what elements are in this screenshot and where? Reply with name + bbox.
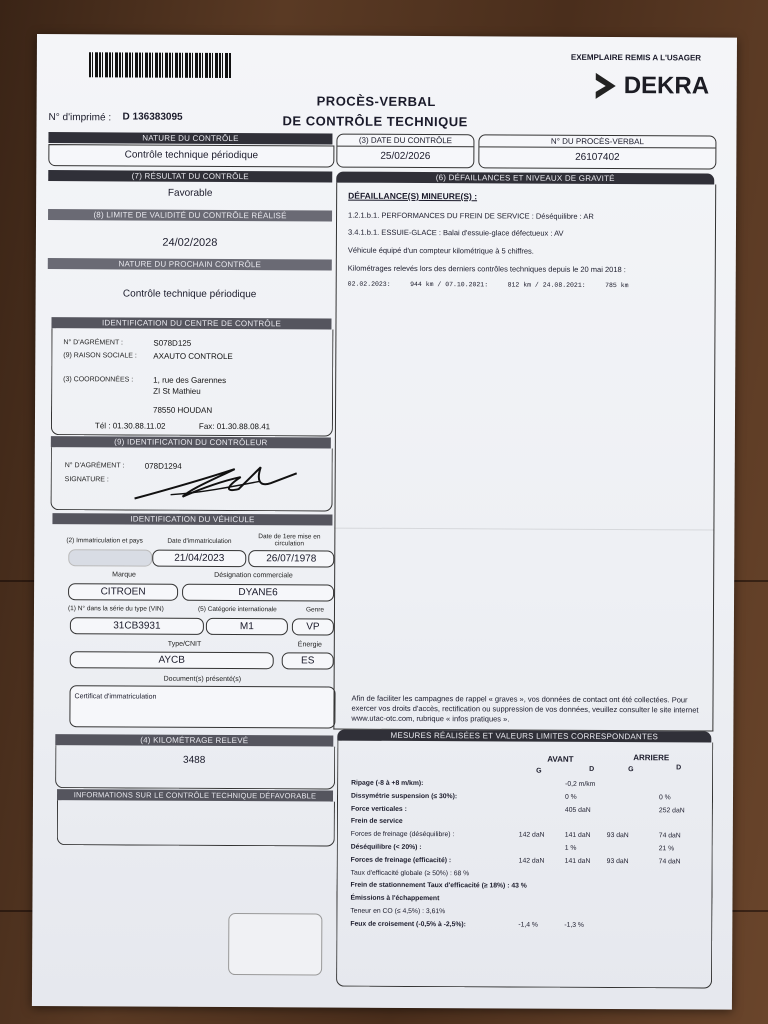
km-value: 3488 [183, 754, 206, 766]
defaillance-line1: 1.2.1.b.1. PERFORMANCES DU FREIN DE SERVICE : Déséquilibre : AR [348, 210, 594, 221]
defaillance-line3: Véhicule équipé d'un compteur kilométrique à 5 chiffres. [347, 245, 534, 256]
infos-box [57, 800, 335, 846]
docs-label: Document(s) présenté(s) [163, 675, 242, 684]
avant-d: D [589, 765, 595, 773]
km-box [55, 745, 335, 789]
centre-agrement-value: S078D125 [153, 338, 192, 348]
centre-addr1: 1, rue des Garennes [153, 375, 227, 385]
mesure-value: 93 daN [606, 832, 629, 840]
mesure-label: Forces de freinage (efficacité) : [350, 856, 452, 864]
imprime-label: N° d'imprimé : [48, 112, 112, 124]
nature-value: Contrôle technique périodique [48, 144, 334, 167]
centre-addr2: ZI St Mathieu [153, 386, 201, 396]
mesures-header: MESURES RÉALISÉES ET VALEURS LIMITES CORRESPONDANTES [337, 730, 711, 743]
mesure-label: Déséquilibre (< 20%) : [350, 843, 422, 852]
mesure-label: Dissymétrie suspension (≤ 30%): [350, 792, 458, 801]
stamp-box [228, 913, 322, 975]
date-header: (3) DATE DU CONTRÔLE [337, 135, 473, 148]
dekra-arrow-icon [594, 71, 620, 101]
mesure-value: 74 daN [658, 832, 681, 840]
defaillance-line5: 02.02.2023: 944 km / 07.10.2021: 812 km / 24.08.2021: 785 km [347, 280, 629, 290]
mesure-value: 141 daN [564, 857, 591, 865]
centre-raison-value: AXAUTO CONTROLE [153, 351, 233, 362]
centre-fax: Fax: 01.30.88.08.41 [198, 421, 271, 432]
mesure-value: 405 daN [564, 806, 591, 814]
mesure-value: 74 daN [658, 858, 681, 866]
mesures-table [350, 780, 707, 935]
prochain-value: Contrôle technique périodique [122, 288, 257, 301]
vin-label: (1) N° dans la série du type (VIN) [67, 605, 164, 613]
centre-coord-label: (3) COORDONNÉES : [63, 376, 134, 384]
limite-value: 24/02/2028 [162, 236, 218, 249]
defaillance-line4: Kilométrages relevés lors des derniers contrôles techniques depuis le 20 mai 2018 : [347, 263, 626, 275]
barcode [89, 52, 232, 78]
title-line1: PROCÈS-VERBAL [316, 93, 436, 110]
date-value: 25/02/2026 [380, 150, 431, 163]
centre-addr3: 78550 HOUDAN [153, 405, 213, 415]
centre-header: IDENTIFICATION DU CENTRE DE CONTRÔLE [51, 317, 331, 329]
controleur-agrement-label: N° D'AGRÉMENT : [64, 462, 125, 470]
defaillance-line2: 3.4.1.b.1. ESSUIE-GLACE : Balai d'essuie-glace défectueux : AV [347, 227, 564, 238]
mesure-value: -1,3 % [564, 921, 585, 929]
energie-value: ES [282, 652, 334, 669]
centre-raison-label: (9) RAISON SOCIALE : [63, 352, 137, 360]
mesure-value: 141 daN [564, 831, 591, 840]
premiere-label: Date de 1ere mise en circulation [258, 533, 321, 548]
dekra-logo [594, 71, 709, 102]
signature-label: SIGNATURE : [64, 476, 109, 484]
title-line2: DE CONTRÔLE TECHNIQUE [282, 113, 468, 130]
categorie-value: M1 [206, 618, 288, 635]
mesure-label: Émissions à l'échappement [350, 894, 440, 903]
arriere-g: G [628, 766, 634, 774]
resultat-header: (7) RÉSULTAT DU CONTRÔLE [48, 170, 332, 182]
defaillances-title: DÉFAILLANCE(S) MINEURE(S) : [348, 190, 478, 202]
document-sheet [32, 34, 737, 1010]
mesure-value: 0 % [564, 793, 577, 801]
resultat-value: Favorable [167, 187, 213, 199]
type-value: AYCB [70, 651, 274, 669]
mesure-label: Force verticales : [350, 805, 407, 813]
mesure-value: 1 % [564, 844, 577, 852]
mesure-value: 142 daN [518, 831, 545, 839]
mesure-label: Ripage (-8 à +8 m/km): [351, 779, 424, 788]
date-box [336, 134, 474, 169]
pv-header: N° DU PROCÈS-VERBAL [479, 135, 715, 148]
avant-label: AVANT [547, 754, 574, 764]
mesure-value: -0,2 m/km [565, 780, 596, 788]
pv-box [478, 134, 716, 169]
docs-box [69, 685, 335, 728]
arriere-d: D [676, 764, 682, 772]
date-immat-label: Date d'immatriculation [167, 537, 232, 546]
mesure-label: Frein de service [350, 818, 403, 826]
centre-tel: Tél : 01.30.88.11.02 [94, 421, 166, 431]
genre-label: Genre [305, 606, 325, 614]
premiere-value: 26/07/1978 [248, 550, 334, 567]
mesure-value: 93 daN [606, 857, 629, 865]
mesure-value: 252 daN [658, 806, 685, 814]
controleur-agrement-value: 078D1294 [144, 461, 182, 471]
immat-value-redacted [68, 549, 152, 566]
controleur-header: (9) IDENTIFICATION DU CONTRÔLEUR [51, 436, 331, 448]
infos-header: INFORMATIONS SUR LE CONTRÔLE TECHNIQUE DÉFAVORABLE [57, 789, 333, 801]
type-label: Type/CNIT [167, 640, 202, 648]
immat-label: (2) Immatriculation et pays [66, 537, 143, 545]
mesure-value: -1,4 % [518, 921, 539, 929]
avant-g: G [536, 767, 542, 775]
genre-value: VP [292, 618, 334, 635]
imprime-value: D 136383095 [122, 111, 183, 123]
mesure-label: Frein de stationnement Taux d'efficacité (≥ 18%) : 43 % [350, 882, 527, 890]
defaillances-header: (6) DÉFAILLANCES ET NIVEAUX DE GRAVITÉ [336, 172, 714, 185]
energie-label: Énergie [297, 641, 322, 649]
marque-label: Marque [112, 571, 136, 579]
designation-value: DYANE6 [182, 584, 334, 602]
nature-header: NATURE DU CONTRÔLE [48, 132, 332, 144]
arriere-label: ARRIERE [633, 753, 670, 763]
pv-value: 26107402 [575, 151, 620, 164]
mesure-row [350, 920, 706, 935]
brand-name: DEKRA [623, 72, 710, 100]
categorie-label: (5) Catégorie internationale [197, 605, 277, 614]
mesure-value: 142 daN [518, 857, 545, 865]
designation-label: Désignation commerciale [214, 571, 293, 580]
vin-value: 31CB3931 [70, 617, 204, 635]
signature-image [131, 458, 301, 505]
date-immat-value: 21/04/2023 [152, 550, 246, 567]
km-header: (4) KILOMÉTRAGE RELEVÉ [55, 734, 333, 746]
mesure-label: Feux de croisement (-0,5% à -2,5%): [350, 920, 466, 929]
rappel-notice: Afin de faciliter les campagnes de rappel « graves », vos données de contact ont été collectées. Pour exercer vos droits d'accès, rectification ou suppression de vos données, veuillez consulter le site internet www.utac-otc.com, rubrique « infos pratiques ». [351, 693, 699, 724]
mesure-value: 21 % [658, 845, 675, 853]
mesure-label: Forces de freinage (déséquilibre) : [350, 830, 455, 839]
exemplaire-label: EXEMPLAIRE REMIS A L'USAGER [570, 52, 702, 63]
prochain-header: NATURE DU PROCHAIN CONTRÔLE [48, 258, 332, 270]
mesure-value: 0 % [658, 794, 671, 802]
centre-agrement-label: N° D'AGRÉMENT : [63, 339, 124, 347]
mesure-label: Taux d'efficacité globale (≥ 50%) : 68 % [350, 869, 470, 877]
mesure-label: Teneur en CO (≤ 4,5%) : 3,61% [350, 907, 446, 916]
docs-value: Certificat d'immatriculation [74, 693, 157, 701]
marque-value: CITROEN [68, 583, 178, 601]
vehicule-header: IDENTIFICATION DU VÉHICULE [52, 513, 332, 525]
limite-header: (8) LIMITE DE VALIDITÉ DU CONTRÔLE RÉALISÉ [48, 209, 332, 221]
